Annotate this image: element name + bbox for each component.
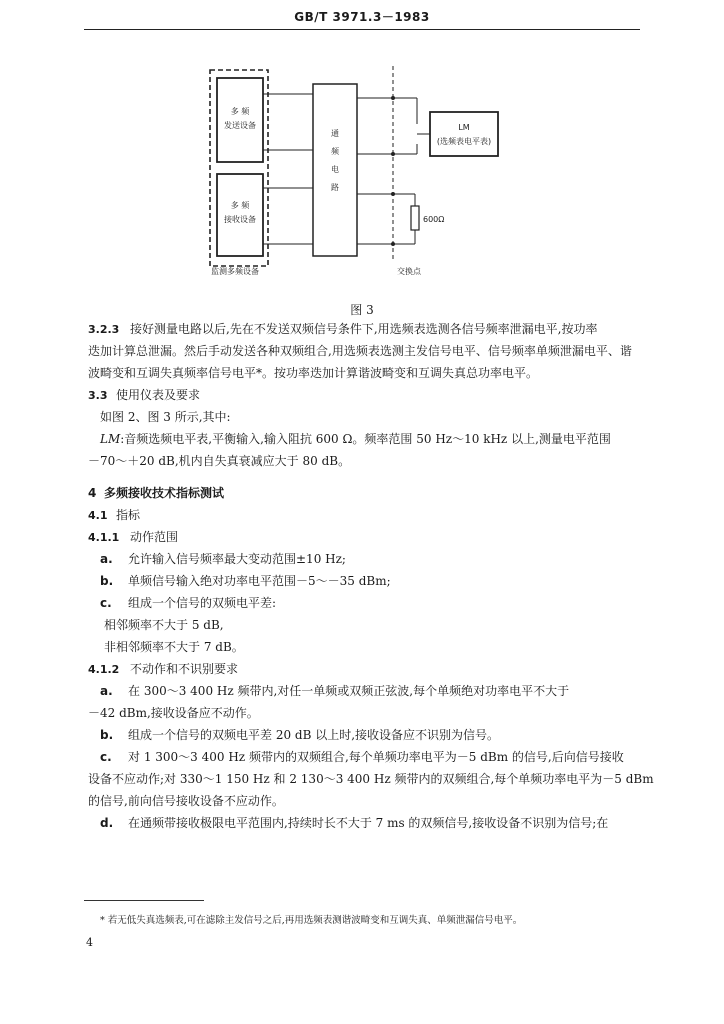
lm-term: LM xyxy=(100,432,121,446)
footnote-rule xyxy=(84,900,204,901)
item-text: 对 1 300～3 400 Hz 频带内的双频组合,每个单频功率电平为－5 dBm 的信号,后向信号接收 xyxy=(128,750,624,764)
resistor-symbol xyxy=(411,206,419,230)
item-tag: c. xyxy=(100,750,112,764)
section-number: 3.3 xyxy=(88,389,108,402)
item-tag: b. xyxy=(100,574,114,588)
circuit-diagram xyxy=(205,62,505,282)
chapter-number: 4 xyxy=(88,486,97,500)
lm-sublabel: (选频表电平表) xyxy=(436,137,492,146)
item-text: 在 300～3 400 Hz 频带内,对任一单频或双频正弦波,每个单频绝对功率电平不大于 xyxy=(128,684,570,698)
lm-label: LM xyxy=(458,123,470,132)
item-tag: a. xyxy=(100,684,113,698)
receiver-label-2: 接收设备 xyxy=(224,215,256,224)
paragraph-line: －70～＋20 dB,机内自失真衰减应大于 80 dB。 xyxy=(88,454,351,468)
section-title: 使用仪表及要求 xyxy=(116,388,201,402)
channel-label-3: 电 xyxy=(331,165,339,174)
section-title: 指标 xyxy=(116,508,141,522)
figure-caption: 图 3 xyxy=(350,303,374,317)
paragraph-line: 波畸变和互调失真频率信号电平*。按功率迭加计算谐波畸变和互调失真总功率电平。 xyxy=(88,366,539,380)
lm-definition: :音频选频电平表,平衡输入,输入阻抗 600 Ω。频率范围 50 Hz～10 kHz 以上,测量电平范围 xyxy=(120,432,611,446)
item-text: 单频信号输入绝对功率电平范围－5～－35 dBm; xyxy=(128,574,391,588)
exchange-point-label: 交换点 xyxy=(397,267,421,276)
enclosure-label: 监测多频设备 xyxy=(211,267,259,276)
receiver-label-1: 多 频 xyxy=(230,201,250,210)
item-text: 的信号,前向信号接收设备不应动作。 xyxy=(88,794,284,808)
item-tag: b. xyxy=(100,728,114,742)
resistor-label: 600Ω xyxy=(423,215,445,224)
section-title: 动作范围 xyxy=(130,530,179,544)
section-number: 3.2.3 xyxy=(88,323,120,336)
dashed-enclosure xyxy=(210,70,268,266)
chapter-title: 多频接收技术指标测试 xyxy=(104,486,225,500)
header-rule xyxy=(84,29,640,30)
page-number: 4 xyxy=(86,936,93,949)
paragraph-line: 接好测量电路以后,先在不发送双频信号条件下,用选频表选测各信号频率泄漏电平,按功率 xyxy=(130,322,598,336)
footnote: * 若无低失真选频表,可在滤除主发信号之后,再用选频表测谐波畸变和互调失真、单频泄漏信号电平。 xyxy=(100,915,523,926)
section-number: 4.1.1 xyxy=(88,531,120,544)
item-text: 组成一个信号的双频电平差: xyxy=(128,596,277,610)
channel-label-2: 频 xyxy=(331,147,339,156)
section-title: 不动作和不识别要求 xyxy=(130,662,239,676)
item-text: －42 dBm,接收设备应不动作。 xyxy=(88,706,259,720)
channel-label-1: 通 xyxy=(331,129,339,138)
item-tag: c. xyxy=(100,596,112,610)
item-subtext: 非相邻频率不大于 7 dB。 xyxy=(104,640,244,654)
paragraph-line: 迭加计算总泄漏。然后手动发送各种双频组合,用选频表选测主发信号电平、信号频率单频泄漏电平、谐 xyxy=(88,344,632,358)
sender-label-1: 多 频 xyxy=(230,107,250,116)
circuit-diagram-svg xyxy=(205,62,505,282)
sender-box xyxy=(217,78,263,162)
paragraph-line: 如图 2、图 3 所示,其中: xyxy=(100,410,231,424)
section-number: 4.1 xyxy=(88,509,108,522)
sender-label-2: 发送设备 xyxy=(224,121,256,130)
section-number: 4.1.2 xyxy=(88,663,120,676)
item-text: 允许输入信号频率最大变动范围±10 Hz; xyxy=(128,552,346,566)
paragraph-line xyxy=(100,432,611,446)
item-text: 设备不应动作;对 330～1 150 Hz 和 2 130～3 400 Hz 频带内的双频组合,每个单频功率电平为－5 dBm xyxy=(88,772,654,786)
item-tag: a. xyxy=(100,552,113,566)
item-text: 在通频带接收极限电平范围内,持续时长不大于 7 ms 的双频信号,接收设备不识别为信号;在 xyxy=(128,816,609,830)
item-text: 组成一个信号的双频电平差 20 dB 以上时,接收设备应不识别为信号。 xyxy=(128,728,500,742)
item-tag: d. xyxy=(100,816,114,830)
item-subtext: 相邻频率不大于 5 dB, xyxy=(104,618,224,632)
channel-label-4: 路 xyxy=(331,183,339,192)
lm-meter-box xyxy=(430,112,498,156)
page-header: GB/T 3971.3－1983 xyxy=(294,10,430,24)
